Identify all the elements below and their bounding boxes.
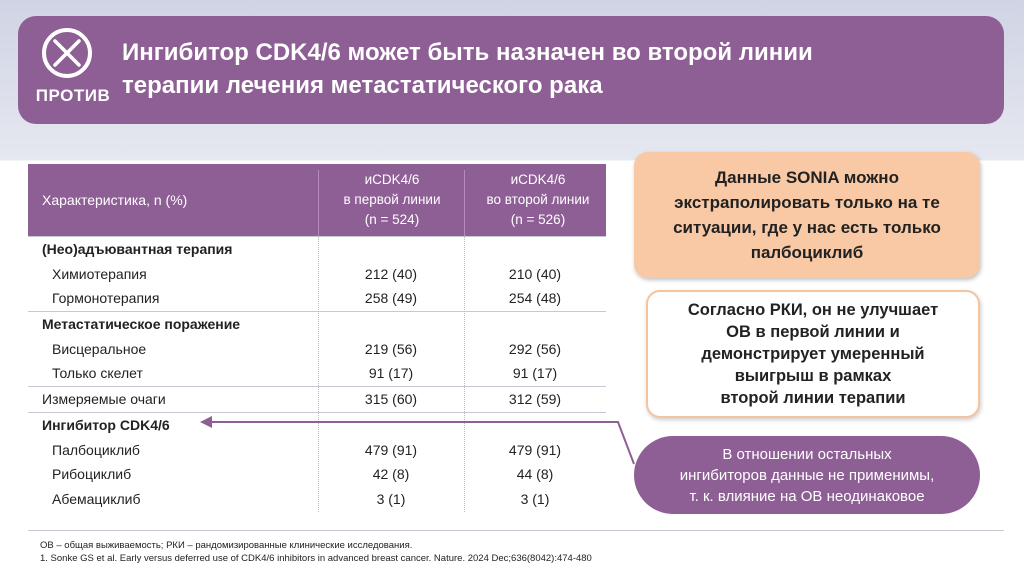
row-label: Измеряемые очаги [42, 391, 166, 408]
header-col1-line: в первой линии [343, 192, 441, 207]
left-arrow-icon [196, 412, 656, 472]
row-value-first: 315 (60) [364, 391, 418, 408]
other-inhibitors-callout [634, 436, 980, 514]
row-value-second: 3 (1) [520, 490, 550, 507]
callout-line: Согласно РКИ, он не улучшает [687, 301, 939, 319]
badge-label: ПРОТИВ [35, 86, 111, 105]
x-circle-icon [42, 28, 92, 78]
row-value-first: 42 (8) [372, 466, 410, 483]
table-row [28, 361, 606, 386]
header-first-line [318, 170, 465, 236]
row-value-second: 210 (40) [508, 265, 562, 282]
row-label: Абемациклиб [52, 490, 141, 507]
title-line-1: Ингибитор CDK4/6 может быть назначен во второй линии [122, 39, 813, 66]
row-value-second: 312 (59) [508, 391, 562, 408]
row-value-first: 258 (49) [364, 290, 418, 307]
footnote-abbreviations: ОВ – общая выживаемость; РКИ – рандомизированные клинические исследования. [40, 540, 413, 551]
page-title [122, 36, 982, 102]
table-row [28, 311, 606, 337]
row-value-second: 44 (8) [516, 466, 554, 483]
footer-divider [28, 530, 1004, 531]
table-row [28, 386, 606, 412]
callout-line: демонстрирует умеренный [701, 345, 925, 363]
row-value-second: 479 (91) [508, 441, 562, 458]
callout-line: OB в первой линии и [726, 323, 900, 341]
callout-line: Данные SONIA можно [715, 168, 899, 187]
row-value-first: 219 (56) [364, 340, 418, 357]
callout-line: т. к. влияние на OB неодинаковое [689, 487, 925, 505]
header-col1-line: иCDK4/6 [364, 172, 420, 187]
callout-line: второй линии терапии [720, 389, 906, 407]
callout-line: экстраполировать только на те [674, 193, 940, 212]
row-label: Висцеральное [52, 340, 147, 357]
table-row [28, 487, 606, 512]
row-label: Палбоциклиб [52, 441, 140, 458]
callout-line: ситуации, где у нас есть только [673, 218, 941, 237]
row-value-first: 479 (91) [364, 441, 418, 458]
row-label: Гормонотерапия [52, 290, 160, 307]
row-value-second: 254 (48) [508, 290, 562, 307]
row-label: Химиотерапия [52, 265, 147, 282]
callout-line: палбоциклиб [750, 243, 864, 262]
table-row [28, 286, 606, 311]
footnotes [40, 539, 1000, 565]
row-value-first: 3 (1) [376, 490, 406, 507]
header-col2-line: во второй линии [486, 192, 590, 207]
row-label: (Нео)адъювантная терапия [42, 241, 233, 257]
header-col2-line: иCDK4/6 [510, 172, 566, 187]
row-value-first: 91 (17) [368, 365, 414, 382]
row-label: Метастатическое поражение [42, 316, 241, 333]
table-row [28, 262, 606, 287]
callout-line: выигрыш в рамках [734, 367, 892, 385]
row-value-first: 212 (40) [364, 265, 418, 282]
row-value-second: 292 (56) [508, 340, 562, 357]
header-col1-line: (n = 524) [364, 212, 420, 227]
header-col2-line: (n = 526) [510, 212, 566, 227]
table-header [28, 164, 606, 236]
row-label: Только скелет [52, 365, 143, 382]
title-banner [18, 16, 1004, 124]
rct-callout [646, 290, 980, 418]
table-row [28, 236, 606, 262]
table-row [28, 337, 606, 362]
row-label: Рибоциклиб [52, 466, 132, 483]
callout-line: ингибиторов данные не применимы, [679, 466, 935, 484]
header-characteristic: Характеристика, n (%) [42, 192, 188, 208]
sonia-callout [634, 152, 980, 278]
header-second-line [464, 170, 611, 236]
row-label: Ингибитор CDK4/6 [42, 416, 170, 433]
row-value-second: 91 (17) [512, 365, 558, 382]
footnote-reference: 1. Sonke GS et al. Early versus deferred use of CDK4/6 inhibitors in advanced breast cancer. Nature. 2024 Dec;636(8042):474-480 [40, 553, 592, 564]
title-line-2: терапии лечения метастатического рака [122, 72, 603, 99]
callout-line: В отношении остальных [722, 445, 892, 463]
